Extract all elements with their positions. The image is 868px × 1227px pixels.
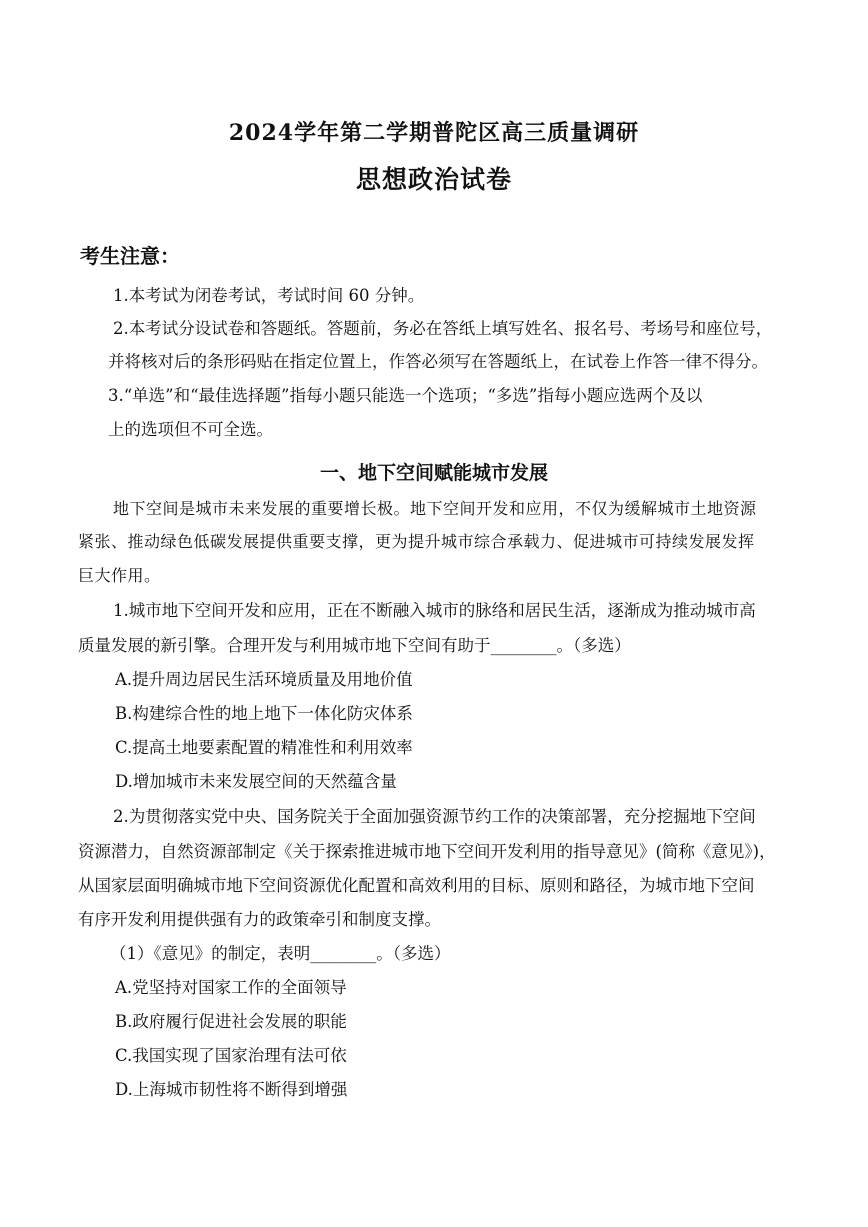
notice-item-2-line-1: 2.本考试分设试卷和答题纸。答题前，务必在答纸上填写姓名、报名号、考场号和座位号， xyxy=(113,319,773,338)
question-1-option-d: D.增加城市未来发展空间的天然蕴含量 xyxy=(115,772,397,791)
question-1-option-c: C.提高土地要素配置的精准性和利用效率 xyxy=(115,738,413,757)
intro-line-3: 巨大作用。 xyxy=(78,566,161,585)
question-2-option-b: B.政府履行促进社会发展的职能 xyxy=(115,1012,347,1031)
question-2-option-c: C.我国实现了国家治理有法可依 xyxy=(115,1046,347,1065)
exam-title: 2024学年第二学期普陀区高三质量调研 xyxy=(228,120,640,146)
question-1-line-2: 质量发展的新引擎。合理开发与利用城市地下空间有助于________。（多选） xyxy=(78,636,631,655)
question-1-option-b: B.构建综合性的地上地下一体化防灾体系 xyxy=(115,704,413,723)
question-2-line-1: 2.为贯彻落实党中央、国务院关于全面加强资源节约工作的决策部署，充分挖掘地下空间 xyxy=(113,807,756,826)
notice-item-2-line-2: 并将核对后的条形码贴在指定位置上，作答必须写在答题纸上，在试卷上作答一律不得分。 xyxy=(108,352,768,371)
question-2-line-4: 有序开发利用提供强有力的政策牵引和制度支撑。 xyxy=(78,910,441,929)
notice-item-1: 1.本考试为闭卷考试，考试时间 60 分钟。 xyxy=(113,286,425,305)
section-1-heading: 一、地下空间赋能城市发展 xyxy=(319,462,548,484)
notice-item-3-line-1: 3.“单选”和“最佳选择题”指每小题只能选一个选项；“多选”指每小题应选两个及以 xyxy=(108,386,703,405)
question-2-line-3: 从国家层面明确城市地下空间资源优化配置和高效利用的目标、原则和路径，为城市地下空间 xyxy=(78,876,755,895)
question-2-line-2: 资源潜力，自然资源部制定《关于探索推进城市地下空间开发利用的指导意见》(简称《意见》)， xyxy=(78,842,776,861)
question-2-sub-1: （1）《意见》的制定，表明________。（多选） xyxy=(110,944,451,963)
exam-subtitle: 思想政治试卷 xyxy=(355,165,512,194)
question-1-line-1: 1.城市地下空间开发和应用，正在不断融入城市的脉络和居民生活，逐渐成为推动城市高 xyxy=(113,601,756,620)
question-2-option-d: D.上海城市韧性将不断得到增强 xyxy=(115,1080,348,1099)
intro-line-1: 地下空间是城市未来发展的重要增长极。地下空间开发和应用，不仅为缓解城市土地资源 xyxy=(113,499,757,518)
intro-line-2: 紧张、推动绿色低碳发展提供重要支撑，更为提升城市综合承载力、促进城市可持续发展发挥 xyxy=(78,532,755,551)
question-2-option-a: A.党坚持对国家工作的全面领导 xyxy=(115,978,347,997)
notice-item-3-line-2: 上的选项但不可全选。 xyxy=(108,420,273,439)
notice-heading: 考生注意： xyxy=(80,244,180,268)
question-1-option-a: A.提升周边居民生活环境质量及用地价值 xyxy=(115,670,413,689)
